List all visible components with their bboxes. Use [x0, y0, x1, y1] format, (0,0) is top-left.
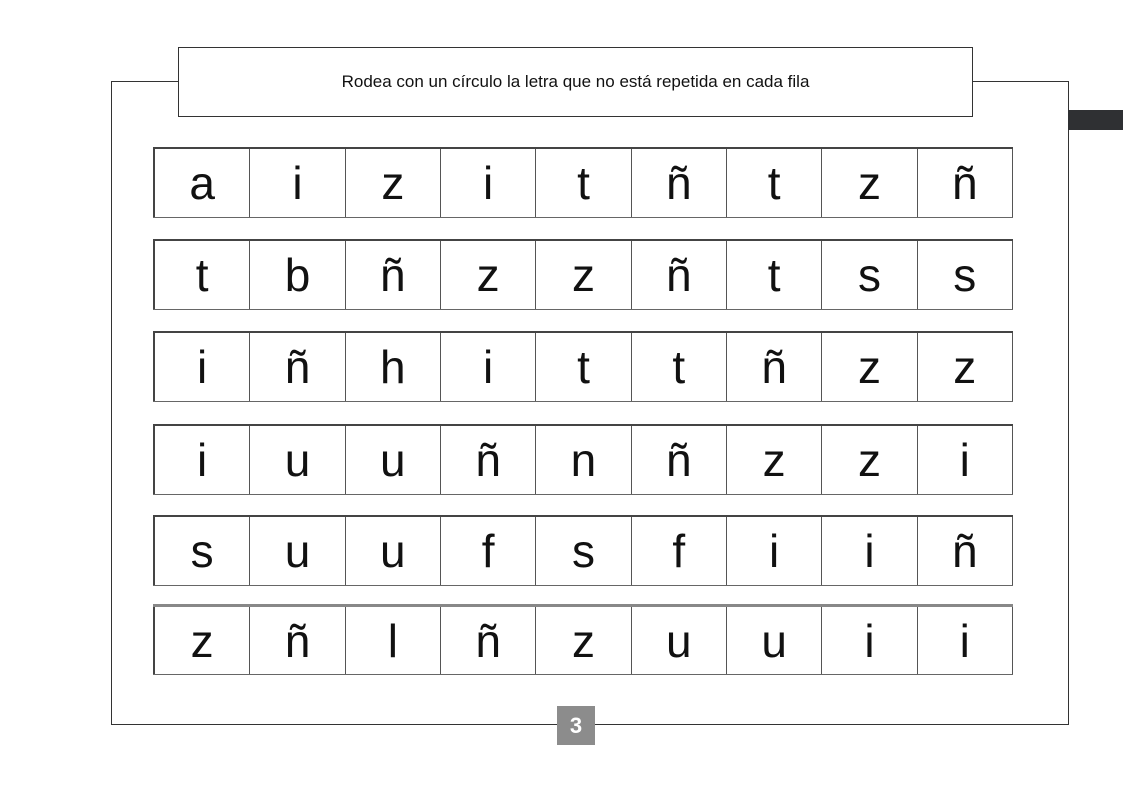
- letter-cell[interactable]: u: [346, 426, 441, 494]
- letter-cell[interactable]: z: [822, 333, 917, 401]
- letter-cell[interactable]: z: [153, 607, 250, 674]
- letter-cell[interactable]: t: [632, 333, 727, 401]
- letter-cell[interactable]: z: [822, 426, 917, 494]
- letter-cell[interactable]: ñ: [918, 149, 1013, 217]
- letter-cell[interactable]: s: [536, 517, 631, 585]
- letter-cell[interactable]: i: [441, 149, 536, 217]
- letter-cell[interactable]: z: [918, 333, 1013, 401]
- instruction-box: [178, 47, 973, 117]
- letter-cell[interactable]: h: [346, 333, 441, 401]
- letter-cell[interactable]: ñ: [250, 333, 345, 401]
- letter-cell[interactable]: n: [536, 426, 631, 494]
- letter-cell[interactable]: ñ: [441, 607, 536, 674]
- letter-cell[interactable]: t: [153, 241, 250, 309]
- letter-cell[interactable]: ñ: [250, 607, 345, 674]
- letter-cell[interactable]: i: [250, 149, 345, 217]
- letter-row-6: [153, 604, 1013, 675]
- letter-cell[interactable]: u: [250, 426, 345, 494]
- letter-cell[interactable]: t: [727, 149, 822, 217]
- letter-cell[interactable]: s: [822, 241, 917, 309]
- letter-cell[interactable]: i: [918, 607, 1013, 674]
- letter-cell[interactable]: u: [250, 517, 345, 585]
- letter-cell[interactable]: z: [536, 607, 631, 674]
- letter-cell[interactable]: u: [727, 607, 822, 674]
- page-number-badge: [557, 706, 595, 745]
- side-tab-marker: [1068, 110, 1123, 130]
- letter-cell[interactable]: ñ: [632, 241, 727, 309]
- letter-cell[interactable]: i: [441, 333, 536, 401]
- letter-cell[interactable]: i: [153, 426, 250, 494]
- letter-cell[interactable]: ñ: [441, 426, 536, 494]
- letter-cell[interactable]: u: [632, 607, 727, 674]
- letter-row-4: [153, 424, 1013, 495]
- letter-cell[interactable]: ñ: [346, 241, 441, 309]
- letter-cell[interactable]: i: [822, 517, 917, 585]
- letter-row-5: [153, 515, 1013, 586]
- letter-cell[interactable]: t: [536, 333, 631, 401]
- letter-cell[interactable]: f: [632, 517, 727, 585]
- letter-row-1: [153, 147, 1013, 218]
- letter-cell[interactable]: ñ: [632, 426, 727, 494]
- letter-cell[interactable]: ñ: [632, 149, 727, 217]
- letter-row-3: [153, 331, 1013, 402]
- letter-cell[interactable]: z: [727, 426, 822, 494]
- letter-cell[interactable]: ñ: [727, 333, 822, 401]
- letter-cell[interactable]: t: [536, 149, 631, 217]
- letter-cell[interactable]: i: [822, 607, 917, 674]
- letter-row-2: [153, 239, 1013, 310]
- letter-cell[interactable]: f: [441, 517, 536, 585]
- letter-cell[interactable]: t: [727, 241, 822, 309]
- letter-cell[interactable]: i: [153, 333, 250, 401]
- letter-cell[interactable]: z: [441, 241, 536, 309]
- letter-cell[interactable]: l: [346, 607, 441, 674]
- letter-cell[interactable]: z: [346, 149, 441, 217]
- letter-cell[interactable]: z: [536, 241, 631, 309]
- letter-cell[interactable]: b: [250, 241, 345, 309]
- page-number: 3: [569, 712, 583, 738]
- letter-cell[interactable]: u: [346, 517, 441, 585]
- letter-cell[interactable]: a: [153, 149, 250, 217]
- letter-cell[interactable]: z: [822, 149, 917, 217]
- letter-cell[interactable]: i: [918, 426, 1013, 494]
- letter-cell[interactable]: ñ: [918, 517, 1013, 585]
- letter-cell[interactable]: s: [153, 517, 250, 585]
- letter-cell[interactable]: i: [727, 517, 822, 585]
- instruction-text: Rodea con un círculo la letra que no está repetida en cada fila: [341, 72, 810, 91]
- letter-cell[interactable]: s: [918, 241, 1013, 309]
